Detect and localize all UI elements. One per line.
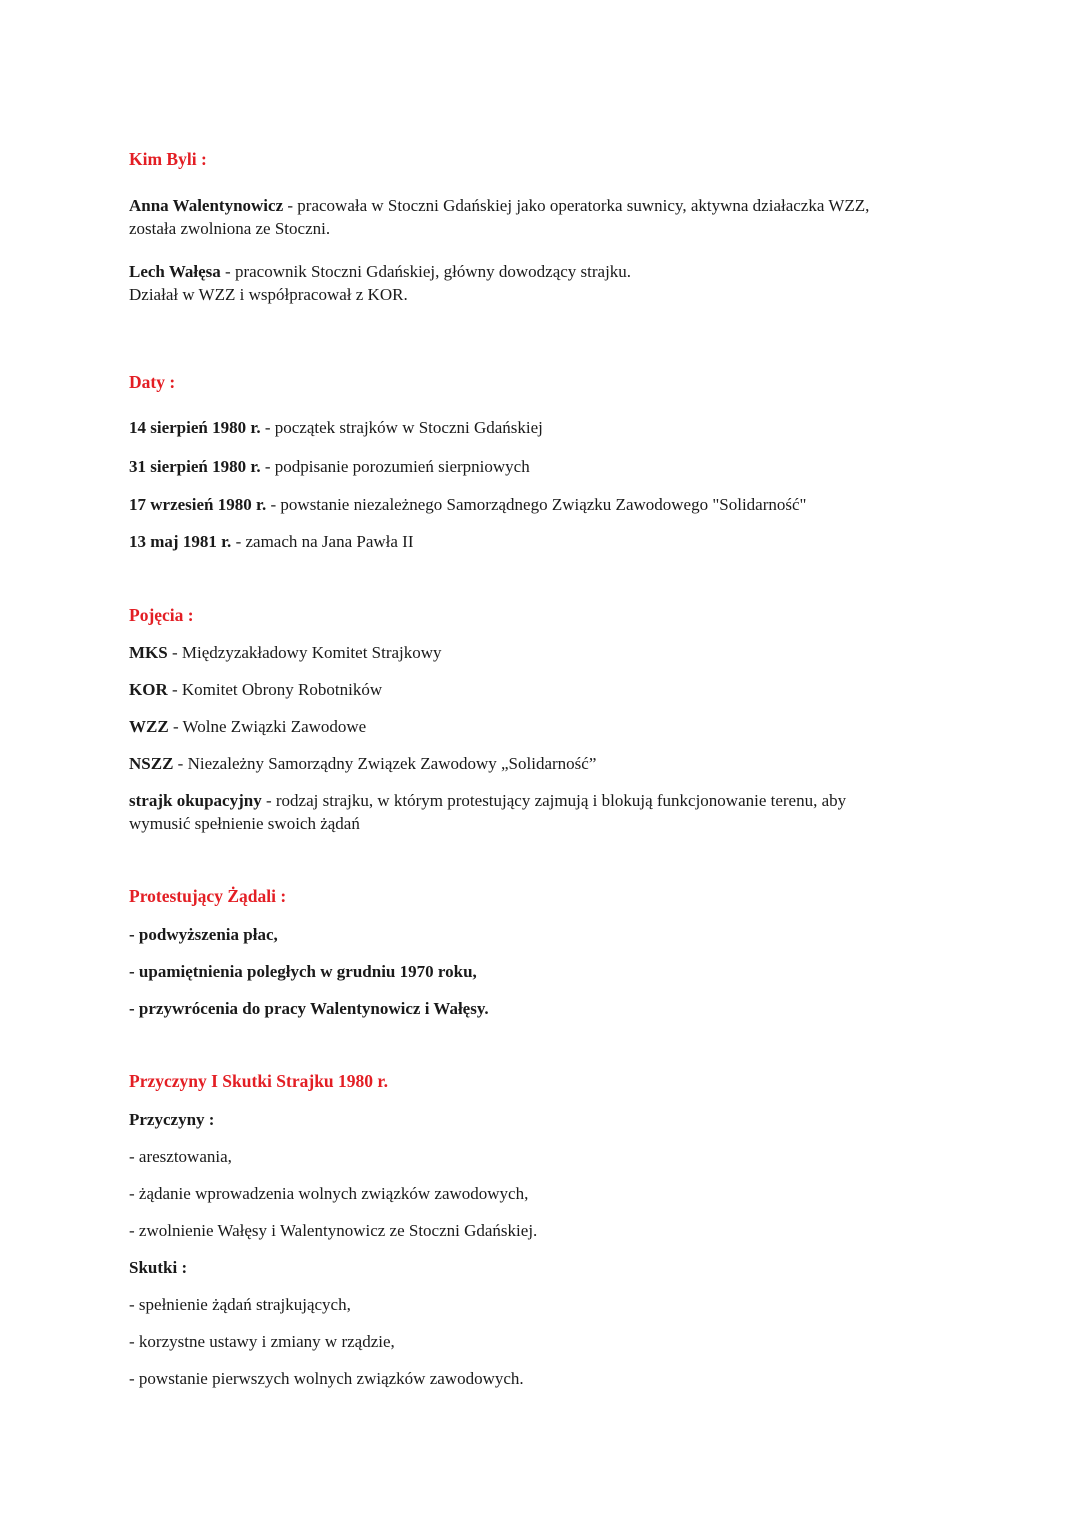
person-name: Anna Walentynowicz — [129, 196, 284, 215]
term-label: WZZ — [129, 717, 169, 736]
date-description: - podpisanie porozumień sierpniowych — [260, 457, 530, 476]
date-description: - zamach na Jana Pawła II — [231, 532, 414, 551]
term-definition: - Niezależny Samorządny Związek Zawodowy „Solidarność” — [173, 754, 597, 773]
demand-item: - upamiętnienia poległych w grudniu 1970 roku, — [129, 962, 477, 981]
date-description: - powstanie niezależnego Samorządnego Związku Zawodowego "Solidarność" — [266, 495, 807, 514]
term-item — [129, 641, 949, 664]
causes-label: Przyczyny : — [129, 1110, 215, 1129]
term-definition: - Wolne Związki Zawodowe — [168, 717, 367, 736]
term-label: KOR — [129, 680, 168, 699]
person-description-cont: Działał w WZZ i współpracował z KOR. — [129, 285, 408, 304]
person-description-cont: została zwolniona ze Stoczni. — [129, 219, 331, 238]
term-item — [129, 789, 949, 835]
date-label: 31 sierpień 1980 r. — [129, 457, 261, 476]
date-description: - początek strajków w Stoczni Gdańskiej — [260, 418, 543, 437]
effect-item: - powstanie pierwszych wolnych związków zawodowych. — [129, 1369, 524, 1388]
term-definition: - Komitet Obrony Robotników — [167, 680, 383, 699]
section-heading-pojecia: Pojęcia : — [129, 605, 194, 625]
cause-item: - żądanie wprowadzenia wolnych związków zawodowych, — [129, 1184, 529, 1203]
term-definition: - rodzaj strajku, w którym protestujący zajmują i blokują funkcjonowanie terenu, aby — [261, 791, 847, 810]
term-label: strajk okupacyjny — [129, 791, 262, 810]
date-item — [129, 416, 949, 439]
section-heading-zadania: Protestujący Żądali : — [129, 886, 287, 906]
person-entry — [129, 260, 949, 306]
section-heading-kim-byli: Kim Byli : — [129, 149, 207, 169]
term-item — [129, 715, 949, 738]
term-label: MKS — [129, 643, 168, 662]
term-item — [129, 752, 949, 775]
demand-item: - podwyższenia płac, — [129, 925, 278, 944]
date-item — [129, 530, 949, 553]
demand-item: - przywrócenia do pracy Walentynowicz i Wałęsy. — [129, 999, 489, 1018]
effect-item: - spełnienie żądań strajkujących, — [129, 1295, 351, 1314]
date-label: 17 wrzesień 1980 r. — [129, 495, 267, 514]
effects-label: Skutki : — [129, 1258, 188, 1277]
person-name: Lech Wałęsa — [129, 262, 221, 281]
effect-item: - korzystne ustawy i zmiany w rządzie, — [129, 1332, 395, 1351]
person-description: - pracownik Stoczni Gdańskiej, główny dowodzący strajku. — [220, 262, 632, 281]
cause-item: - aresztowania, — [129, 1147, 232, 1166]
person-entry — [129, 194, 949, 240]
term-definition: - Międzyzakładowy Komitet Strajkowy — [167, 643, 442, 662]
term-item — [129, 678, 949, 701]
section-heading-daty: Daty : — [129, 372, 176, 392]
term-definition-cont: wymusić spełnienie swoich żądań — [129, 814, 360, 833]
person-description: - pracowała w Stoczni Gdańskiej jako operatorka suwnicy, aktywna działaczka WZZ, — [283, 196, 870, 215]
term-label: NSZZ — [129, 754, 174, 773]
date-label: 13 maj 1981 r. — [129, 532, 232, 551]
section-heading-przyczyny-skutki: Przyczyny I Skutki Strajku 1980 r. — [129, 1071, 388, 1091]
date-label: 14 sierpień 1980 r. — [129, 418, 261, 437]
date-item — [129, 493, 949, 516]
date-item — [129, 455, 949, 478]
cause-item: - zwolnienie Wałęsy i Walentynowicz ze Stoczni Gdańskiej. — [129, 1221, 538, 1240]
